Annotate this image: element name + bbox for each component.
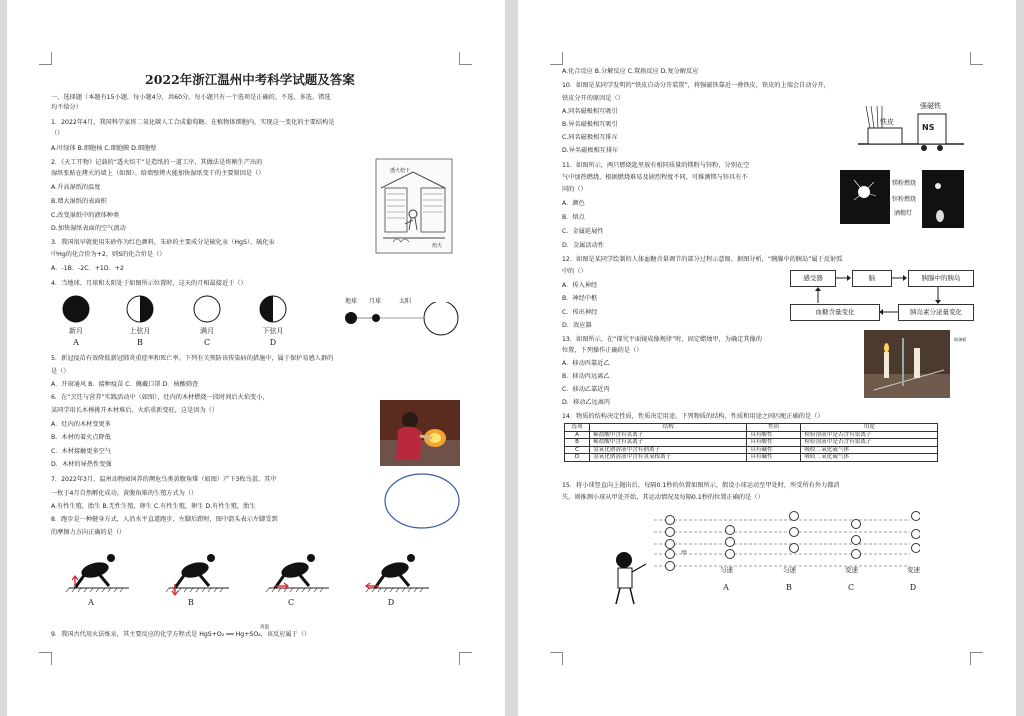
text-line: 1．2022年4月，我国科学家将二氧化碳人工合成葡萄糖。在植物体细胞内，实现这一变化的主要结构是	[51, 119, 335, 126]
motion-label: 变速	[907, 566, 920, 574]
table-cell: 稀盐酸中含有氢离子	[590, 431, 747, 439]
flow-blood-sugar: 血糖含量变化	[790, 304, 880, 321]
earth-dot	[345, 312, 357, 324]
text-line: D．移动乙远离丙	[562, 399, 611, 406]
figure-title: 透火焙干	[390, 168, 411, 174]
text-line: C．传出神经	[562, 309, 598, 316]
burn-label: 酒精灯	[894, 210, 913, 217]
motion-label: 变速	[845, 566, 858, 574]
moon-phase-name: 下弦月	[262, 327, 284, 335]
text-line: B.增大湿纸的表面积	[51, 198, 107, 205]
flow-insulin: 胰岛素分泌量变化	[898, 304, 974, 321]
option-letter: A	[88, 598, 94, 607]
option-letter: B	[786, 583, 792, 592]
crop-mark	[39, 52, 52, 65]
moon-full	[194, 296, 220, 322]
text-line: A.化合反应 B.分解反应 C.置换反应 D.复分解反应	[562, 68, 699, 75]
text-line: D．木材的导热性变强	[51, 461, 112, 468]
table-cell: 检验溶液中是否含有银离子	[801, 431, 938, 439]
running-figures	[65, 544, 445, 596]
table-cell: 氢氧化钠溶液中含有氢氧根离子	[590, 454, 747, 462]
plane-mirror-experiment-photo	[864, 330, 950, 398]
text-line: 湿纸张贴在烤火的墙上（如图）。给墙壁烤火能加快湿纸变干的主要原因是（）	[51, 170, 265, 177]
text-line: 同的（）	[562, 186, 587, 193]
burn-label: 锌粉燃烧	[892, 196, 917, 203]
text-line: 2．《天工开物》记载的“透火焙干”是造纸的一道工序，其做法是将刚生产出的	[51, 159, 263, 166]
crop-mark	[459, 652, 472, 665]
table-row	[565, 431, 938, 439]
text-line: B．熔点	[562, 214, 585, 221]
runner-b	[166, 554, 229, 595]
option-letter: A	[723, 583, 729, 592]
text-line: D．金属活动性	[562, 242, 604, 249]
moon-new	[63, 296, 89, 322]
flow-brain: 脑	[852, 270, 892, 287]
text-line: A．颜色	[562, 200, 585, 207]
table-header: 用途	[801, 424, 938, 432]
text-line: C.同名磁极相互排斥	[562, 134, 618, 141]
text-line: A．传入神经	[562, 282, 598, 289]
crop-mark	[39, 652, 52, 665]
text-line: 一枚于4月自然孵化成功。黄腹角雉的生殖方式为（）	[51, 490, 198, 497]
text-line: A．开窗通风 B．接种疫苗 C．佩戴口罩 D．核酸筛查	[51, 381, 199, 388]
text-line: （）	[51, 130, 64, 137]
reaction-condition: 高温	[260, 625, 269, 630]
earth-label: 地球	[345, 298, 358, 305]
table-cell: C	[565, 446, 590, 454]
text-line: 12．如图是某同学绘制的人体血糖含量调节的部分过程示意图。据图分析，“胰腺中的胰岛”属于反射弧	[562, 256, 843, 263]
table-cell: 吸收二氧化硫气体	[801, 454, 938, 462]
table-header: 选项	[565, 424, 590, 432]
text-line: 6．在“烹饪与营养”实践活动中（如图），灶内的木材燃烧一段时间后火焰变小，	[51, 394, 269, 401]
moon-phase-name: 满月	[200, 327, 214, 335]
table-row	[565, 454, 938, 462]
table-cell: B	[565, 439, 590, 447]
start-point-label: 甲	[681, 550, 688, 557]
table-cell: 具有碱性	[747, 446, 801, 454]
glass-plate-label: 玻璃板	[954, 337, 967, 342]
sun-label: 太阳	[399, 298, 412, 305]
text-line: 8．跑步是一种健身方式，人沿水平直道跑步，左脚后蹬时，图中箭头表示左脚受到	[51, 516, 278, 523]
text-line: 15．将小球竖直向上抛出后，每隔0.1秒的位置如图所示，假设小球运动至甲处时，所受所有外力都消	[562, 482, 840, 489]
text-line: A．移动丙靠近乙	[562, 360, 610, 367]
text-line: C．移动乙靠近丙	[562, 386, 610, 393]
text-line: A.有性生殖，胎生 B.无性生殖，卵生 C.有性生殖，卵生 D.有性生殖，胎生	[51, 503, 256, 510]
text-line: D.加快湿纸表面的空气流动	[51, 225, 126, 232]
flow-islet: 胰腺中的胰岛	[908, 270, 974, 287]
crop-mark	[970, 52, 983, 65]
page-right	[518, 0, 1016, 716]
motion-label: 匀速	[783, 566, 796, 574]
text-line: D.异名磁极相互排斥	[562, 147, 619, 154]
magnet-poles-label: NS	[922, 123, 935, 132]
text-line: 铁皮分开的原因是（）	[562, 95, 624, 102]
text-line: 均不给分）	[51, 104, 82, 111]
table-cell: 稀盐酸中含有氯离子	[590, 439, 747, 447]
crop-mark	[550, 652, 563, 665]
flow-receptor: 感受器	[790, 270, 836, 287]
text-line: C．金属延展性	[562, 228, 604, 235]
sun-circle	[424, 302, 458, 335]
property-table	[564, 423, 938, 462]
runner-d	[366, 554, 429, 592]
page-title: 2022年浙江温州中考科学试题及答案	[145, 72, 355, 87]
option-letter: D	[909, 583, 917, 592]
table-cell: A	[565, 431, 590, 439]
table-header: 结构	[590, 424, 747, 432]
text-line: C．木材接触更多空气	[51, 448, 112, 455]
text-line: B．移动丙远离乙	[562, 373, 610, 380]
option-letter: C	[847, 583, 855, 592]
text-line: B．木材的着火点降低	[51, 434, 111, 441]
moon-phase-figures	[61, 294, 301, 324]
option-letter: B	[137, 338, 143, 347]
runner-a	[66, 554, 129, 592]
text-line: 一、选择题（本题有15小题，每小题4分，共60分。每小题只有一个选项是正确的，不选、多选、错选	[51, 94, 331, 101]
text-line: 位置，下列操作正确的是（）	[562, 347, 643, 354]
text-line: 7．2022年3月，温州动物园饲养的濒危鸟类黄腹角雉（如图）产下3枚鸟蛋，其中	[51, 476, 277, 483]
text-line: 3．我国很早就使用朱砂作为红色颜料，朱砂的主要成分是硫化汞（HgS），硫化汞	[51, 239, 275, 246]
table-cell: D	[565, 454, 590, 462]
table-cell: 吸收二氧化硫气体	[801, 446, 938, 454]
text-line: C.改变湿纸中的液体种类	[51, 212, 120, 219]
ball-position-diagram	[610, 508, 920, 612]
text-line: 是（）	[51, 368, 70, 375]
text-line: 13．如图所示，在“探究平面镜成像规律”时，固定蜡烛甲，为确定其像的	[562, 336, 762, 343]
moon-label: 月球	[369, 298, 382, 305]
text-line: D．效应器	[562, 322, 592, 329]
table-header-row	[565, 424, 938, 432]
text-line: 的摩擦力方向正确的是（）	[51, 529, 126, 536]
option-letter: D	[387, 598, 395, 607]
magnet-label: 强磁铁	[920, 102, 941, 110]
text-line: 5．新冠疫苗有效降低新冠肺炎重症率和死亡率。下列有关预防该传染病的措施中，属于保护易感人群的	[51, 355, 334, 362]
text-line: B．神经中枢	[562, 295, 598, 302]
moon-phase-name: 上弦月	[129, 327, 151, 335]
text-line: A.叶绿体 B.细胞核 C.细胞膜 D.细胞壁	[51, 145, 157, 152]
moon-dot	[372, 314, 380, 322]
option-letter: C	[287, 598, 295, 607]
text-line: 4．当地球、月球和太阳处于如图所示位置时，这天的月相最接近于（）	[51, 280, 247, 287]
option-letter: B	[188, 598, 194, 607]
pheasant-image-frame	[383, 472, 461, 530]
table-cell: 检验溶液中是否含有银离子	[801, 439, 938, 447]
figure-caption: 焙火	[432, 243, 443, 249]
motion-label: 匀速	[720, 566, 733, 574]
cooking-stove-photo	[380, 400, 460, 466]
text-line: A.同名磁极相互吸引	[562, 108, 618, 115]
iron-sheet-magnet-device	[854, 100, 966, 152]
text-line: 失，则推测小球从甲处开始，其运动情况及每隔0.1秒的位置正确的是（）	[562, 494, 764, 501]
table-row	[565, 439, 938, 447]
girl-figure	[616, 552, 646, 604]
table-cell: 氢氧化钠溶液中含有钠离子	[590, 446, 747, 454]
text-line: 14．物质的结构决定性质，性质决定用途。下列物质的结构、性质和用途之间匹配正确的是（）	[562, 413, 824, 420]
table-cell: 具有酸性	[747, 431, 801, 439]
text-line: 中的（）	[562, 268, 587, 275]
table-cell: 具有酸性	[747, 439, 801, 447]
option-letter: C	[203, 338, 211, 347]
earth-moon-sun-diagram	[341, 302, 461, 338]
crop-mark	[550, 52, 563, 65]
text-line: 气中加热燃烧，根据燃烧难易及剧烈程度不同，可推测镁与锌具有不	[562, 174, 748, 181]
moon-phase-name: 新月	[69, 327, 83, 335]
text-line: B.异名磁极相互吸引	[562, 121, 618, 128]
option-letter: A	[73, 338, 79, 347]
text-line: 10．如图是某同学发明的“铁皮自动分开装置”，将强磁铁靠近一叠铁皮，铁皮的上端会自动分开，	[562, 82, 830, 89]
crop-mark	[459, 52, 472, 65]
runner-c	[266, 554, 329, 592]
text-line: A．-1B．-2C．+1D．+2	[51, 265, 124, 272]
crop-mark	[970, 652, 983, 665]
text-line: 11．如图所示，两只燃烧匙里放有相同质量的镁粉与锌粉，分别在空	[562, 162, 750, 169]
text-line: A.升高湿纸的温度	[51, 184, 101, 191]
text-line: 9．我国古代用火法炼汞，其主要反应的化学方程式是 HgS+O₂ ══ Hg+SO₂，该反应属于（）	[51, 631, 311, 638]
table-header: 性质	[747, 424, 801, 432]
table-row	[565, 446, 938, 454]
iron-sheet-label: 铁皮	[880, 118, 894, 126]
page-left	[7, 0, 505, 716]
text-line: A．灶内的木材变更多	[51, 421, 111, 428]
option-letter: D	[269, 338, 277, 347]
burn-label: 镁粉燃烧	[892, 180, 917, 187]
table-cell: 具有碱性	[747, 454, 801, 462]
text-line: 某同学用长木棒挑开木材堆后，火焰重新变旺，这是因为（）	[51, 407, 219, 414]
paper-drying-illustration	[375, 158, 453, 254]
text-line: 中Hg的化合价为+2，则S的化合价是（）	[51, 251, 166, 258]
